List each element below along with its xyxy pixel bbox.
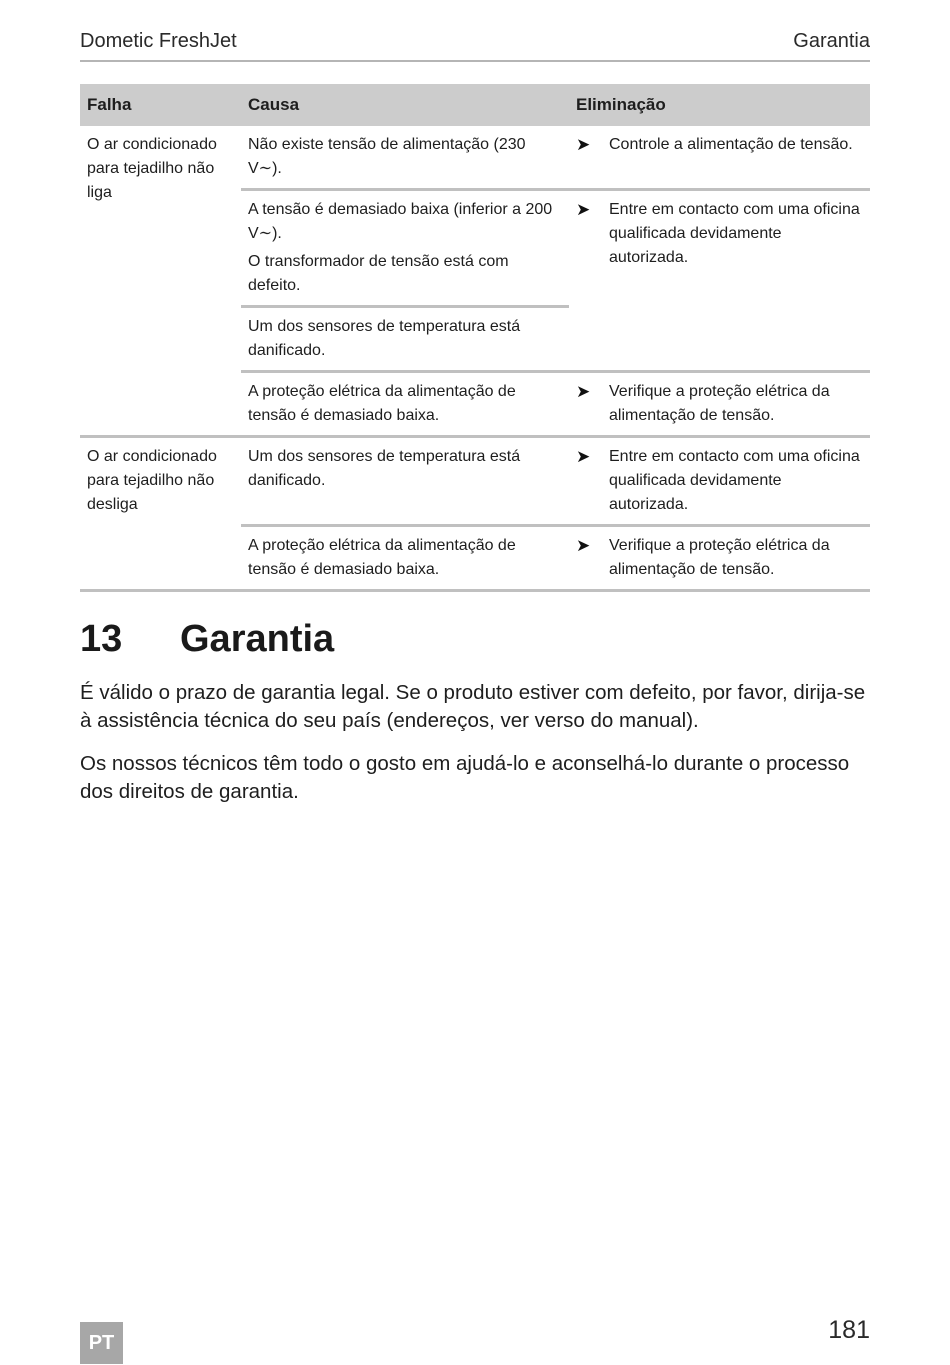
fault-text: O ar condicionado para tejadilho não desliga	[87, 448, 217, 513]
remedy-text: Entre em contacto com uma oficina qualificada devidamente autorizada.	[609, 448, 860, 513]
warranty-paragraph: Os nossos técnicos têm todo o gosto em ajudá-lo e aconselhá-lo durante o processo dos direitos de garantia.	[80, 752, 850, 803]
cause-cell	[241, 307, 569, 372]
section-title: Garantia	[180, 618, 335, 660]
arrow-icon: ➤	[576, 135, 591, 154]
cause-cell	[241, 437, 569, 526]
cause-text: Não existe tensão de alimentação (230 V∼).	[248, 136, 526, 177]
arrow-icon: ➤	[576, 382, 591, 401]
cause-cell	[241, 526, 569, 591]
section-heading	[80, 618, 334, 661]
fault-cell	[80, 126, 241, 437]
table-header-row	[80, 84, 870, 126]
fault-cell	[80, 437, 241, 591]
language-badge: PT	[80, 1322, 123, 1364]
column-header-cause: Causa	[241, 84, 569, 126]
cause-text: Um dos sensores de temperatura está danificado.	[248, 318, 521, 359]
page-header	[80, 28, 870, 62]
remedy-cell	[569, 372, 870, 437]
cause-text: A proteção elétrica da alimentação de tensão é demasiado baixa.	[248, 537, 516, 578]
cause-text: O transformador de tensão está com defeito.	[248, 253, 509, 294]
table-row	[80, 126, 870, 190]
cause-text: A proteção elétrica da alimentação de tensão é demasiado baixa.	[248, 383, 516, 424]
remedy-cell	[569, 526, 870, 591]
cause-text: A tensão é demasiado baixa (inferior a 200 V∼).	[248, 201, 553, 242]
table-row	[80, 437, 870, 526]
arrow-icon: ➤	[576, 447, 591, 466]
header-section-name: Garantia	[793, 30, 870, 52]
warranty-paragraph: É válido o prazo de garantia legal. Se o produto estiver com defeito, por favor, dirija-se à assistência técnica do seu país (endereços, ver verso do manual).	[80, 681, 866, 732]
arrow-icon: ➤	[576, 536, 591, 555]
arrow-icon: ➤	[576, 200, 591, 219]
troubleshooting-table	[80, 84, 870, 592]
section-number: 13	[80, 618, 123, 660]
remedy-text: Verifique a proteção elétrica da alimentação de tensão.	[609, 537, 830, 578]
cause-cell	[241, 372, 569, 437]
remedy-text: Controle a alimentação de tensão.	[609, 136, 853, 153]
cause-text: Um dos sensores de temperatura está danificado.	[248, 448, 521, 489]
header-product-name: Dometic FreshJet	[80, 30, 237, 52]
remedy-text: Verifique a proteção elétrica da alimentação de tensão.	[609, 383, 830, 424]
cause-cell	[241, 126, 569, 190]
remedy-cell	[569, 126, 870, 190]
remedy-text: Entre em contacto com uma oficina qualificada devidamente autorizada.	[609, 201, 860, 266]
page-number: 181	[828, 1316, 870, 1344]
column-header-remedy: Eliminação	[569, 84, 870, 126]
cause-cell	[241, 190, 569, 307]
remedy-cell	[569, 437, 870, 526]
fault-text: O ar condicionado para tejadilho não liga	[87, 136, 217, 201]
column-header-fault: Falha	[80, 84, 241, 126]
remedy-cell	[569, 190, 870, 372]
